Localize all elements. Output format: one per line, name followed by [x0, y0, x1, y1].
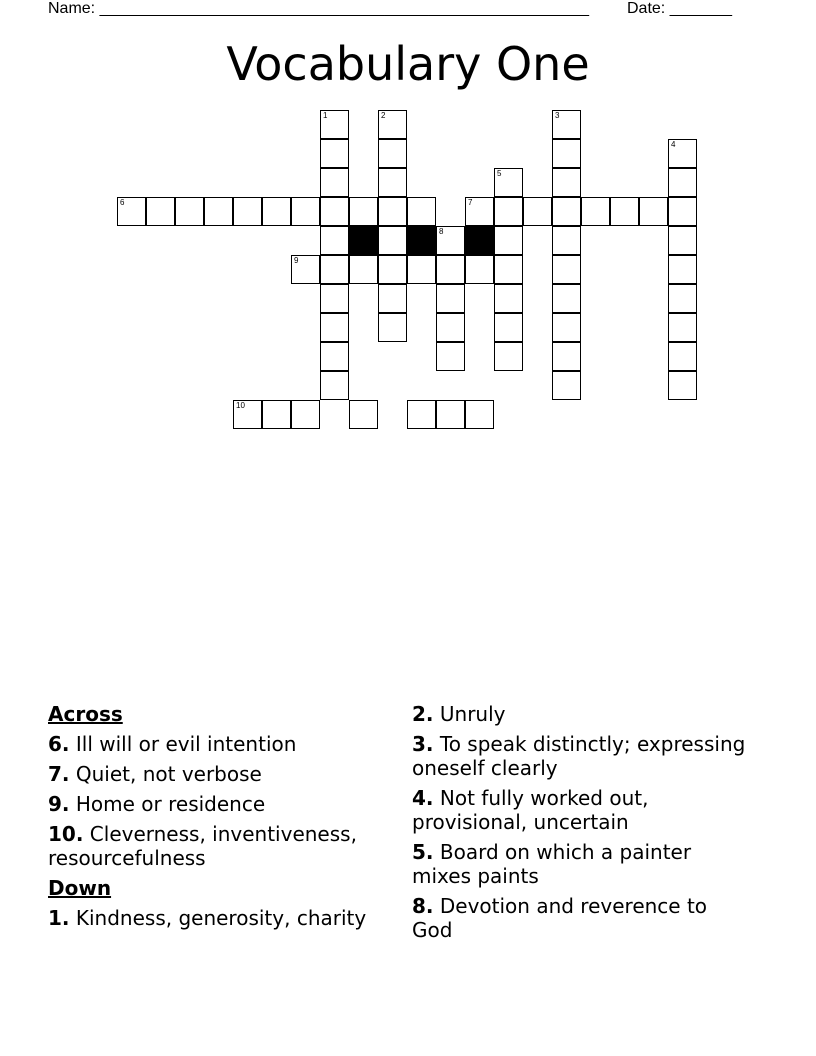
clue-text: Kindness, generosity, charity — [75, 906, 367, 930]
clue-number: 5. — [412, 840, 434, 864]
clue-text: Not fully worked out, provisional, uncertain — [412, 786, 649, 834]
grid-cell[interactable] — [291, 400, 320, 429]
grid-cell[interactable] — [552, 255, 581, 284]
grid-cell[interactable] — [378, 110, 407, 139]
grid-cell[interactable] — [494, 313, 523, 342]
clue-number-label: 6 — [120, 198, 125, 207]
grid-cell[interactable] — [494, 197, 523, 226]
across-heading: Across — [48, 702, 123, 726]
clue-number-label: 4 — [671, 140, 676, 149]
grid-cell[interactable] — [494, 255, 523, 284]
grid-cell[interactable] — [378, 284, 407, 313]
clue-across-10 — [48, 822, 388, 870]
grid-cell[interactable] — [465, 197, 494, 226]
grid-cell[interactable] — [494, 284, 523, 313]
grid-cell[interactable] — [262, 197, 291, 226]
clue-number: 4. — [412, 786, 434, 810]
grid-cell[interactable] — [465, 255, 494, 284]
clue-down-5 — [412, 840, 752, 888]
clue-number: 6. — [48, 732, 70, 756]
date-field-label: Date: _______ — [627, 0, 732, 17]
grid-cell[interactable] — [523, 197, 552, 226]
clue-number: 9. — [48, 792, 70, 816]
clue-text: Board on which a painter mixes paints — [412, 840, 692, 888]
clue-number-label: 10 — [236, 401, 245, 410]
clue-number: 3. — [412, 732, 434, 756]
grid-cell[interactable] — [233, 400, 262, 429]
grid-cell[interactable] — [320, 168, 349, 197]
grid-cell[interactable] — [378, 313, 407, 342]
grid-cell[interactable] — [494, 226, 523, 255]
grid-cell[interactable] — [407, 197, 436, 226]
grid-cell[interactable] — [552, 197, 581, 226]
grid-cell[interactable] — [668, 342, 697, 371]
clue-down-3 — [412, 732, 752, 780]
grid-cell[interactable] — [552, 284, 581, 313]
grid-cell[interactable] — [320, 284, 349, 313]
clue-number: 10. — [48, 822, 84, 846]
clue-across-6 — [48, 732, 388, 756]
grid-cell[interactable] — [552, 371, 581, 400]
grid-cell[interactable] — [320, 197, 349, 226]
crossword-grid — [0, 0, 816, 440]
grid-cell[interactable] — [262, 400, 291, 429]
grid-cell[interactable] — [668, 197, 697, 226]
name-field-label: Name: _______________________________________________________ — [48, 0, 589, 17]
clue-text: To speak distinctly; expressing oneself clearly — [412, 732, 746, 780]
grid-cell[interactable] — [407, 400, 436, 429]
grid-cell[interactable] — [436, 284, 465, 313]
grid-cell[interactable] — [552, 226, 581, 255]
grid-cell[interactable] — [320, 226, 349, 255]
grid-cell[interactable] — [233, 197, 262, 226]
grid-cell[interactable] — [378, 255, 407, 284]
clues-column-left — [48, 702, 388, 936]
clue-down-4 — [412, 786, 752, 834]
black-cell — [349, 226, 378, 255]
down-heading: Down — [48, 876, 112, 900]
clue-across-9 — [48, 792, 388, 816]
grid-cell[interactable] — [175, 197, 204, 226]
grid-cell[interactable] — [436, 313, 465, 342]
clue-across-7 — [48, 762, 388, 786]
grid-cell[interactable] — [320, 313, 349, 342]
grid-cell[interactable] — [407, 255, 436, 284]
grid-cell[interactable] — [378, 226, 407, 255]
page-title: Vocabulary One — [226, 37, 590, 91]
grid-cell[interactable] — [378, 139, 407, 168]
grid-cell[interactable] — [552, 342, 581, 371]
clue-down-1 — [48, 906, 388, 930]
grid-cell[interactable] — [320, 342, 349, 371]
grid-cell[interactable] — [146, 197, 175, 226]
clue-text: Unruly — [439, 702, 506, 726]
grid-cell[interactable] — [320, 255, 349, 284]
clue-number-label: 7 — [468, 198, 473, 207]
grid-cell[interactable] — [552, 168, 581, 197]
grid-cell[interactable] — [494, 342, 523, 371]
grid-cell[interactable] — [668, 313, 697, 342]
clue-text: Quiet, not verbose — [75, 762, 262, 786]
grid-cell[interactable] — [552, 139, 581, 168]
clue-text: Home or residence — [75, 792, 266, 816]
grid-cell[interactable] — [378, 197, 407, 226]
clue-number: 2. — [412, 702, 434, 726]
clue-number: 7. — [48, 762, 70, 786]
clues-column-right — [412, 702, 752, 948]
clue-text: Ill will or evil intention — [75, 732, 297, 756]
clue-number-label: 1 — [323, 111, 328, 120]
black-cell — [407, 226, 436, 255]
clue-down-8 — [412, 894, 752, 942]
clue-number-label: 5 — [497, 169, 502, 178]
grid-cell[interactable] — [349, 255, 378, 284]
grid-cell[interactable] — [320, 371, 349, 400]
grid-cell[interactable] — [494, 168, 523, 197]
grid-cell[interactable] — [465, 400, 494, 429]
clue-number-label: 2 — [381, 111, 386, 120]
clue-down-2 — [412, 702, 752, 726]
grid-cell[interactable] — [320, 110, 349, 139]
clue-number: 1. — [48, 906, 70, 930]
grid-cell[interactable] — [436, 226, 465, 255]
clue-number-label: 3 — [555, 111, 560, 120]
grid-cell[interactable] — [291, 255, 320, 284]
grid-cell[interactable] — [552, 313, 581, 342]
grid-cell[interactable] — [436, 255, 465, 284]
grid-cell[interactable] — [668, 255, 697, 284]
grid-cell[interactable] — [349, 197, 378, 226]
grid-cell[interactable] — [320, 139, 349, 168]
clue-text: Devotion and reverence to God — [412, 894, 708, 942]
grid-cell[interactable] — [668, 371, 697, 400]
grid-cell[interactable] — [668, 284, 697, 313]
clue-text: Cleverness, inventiveness, resourcefulness — [48, 822, 357, 870]
grid-cell[interactable] — [436, 400, 465, 429]
black-cell — [465, 226, 494, 255]
grid-cell[interactable] — [581, 197, 610, 226]
grid-cell[interactable] — [610, 197, 639, 226]
grid-cell[interactable] — [668, 139, 697, 168]
clue-number-label: 8 — [439, 227, 444, 236]
grid-cell[interactable] — [204, 197, 233, 226]
grid-cell[interactable] — [639, 197, 668, 226]
grid-cell[interactable] — [378, 168, 407, 197]
grid-cell[interactable] — [291, 197, 320, 226]
grid-cell[interactable] — [117, 197, 146, 226]
clue-number-label: 9 — [294, 256, 299, 265]
grid-cell[interactable] — [349, 400, 378, 429]
grid-cell[interactable] — [552, 110, 581, 139]
grid-cell[interactable] — [436, 342, 465, 371]
grid-cell[interactable] — [668, 226, 697, 255]
grid-cell[interactable] — [668, 168, 697, 197]
clue-number: 8. — [412, 894, 434, 918]
